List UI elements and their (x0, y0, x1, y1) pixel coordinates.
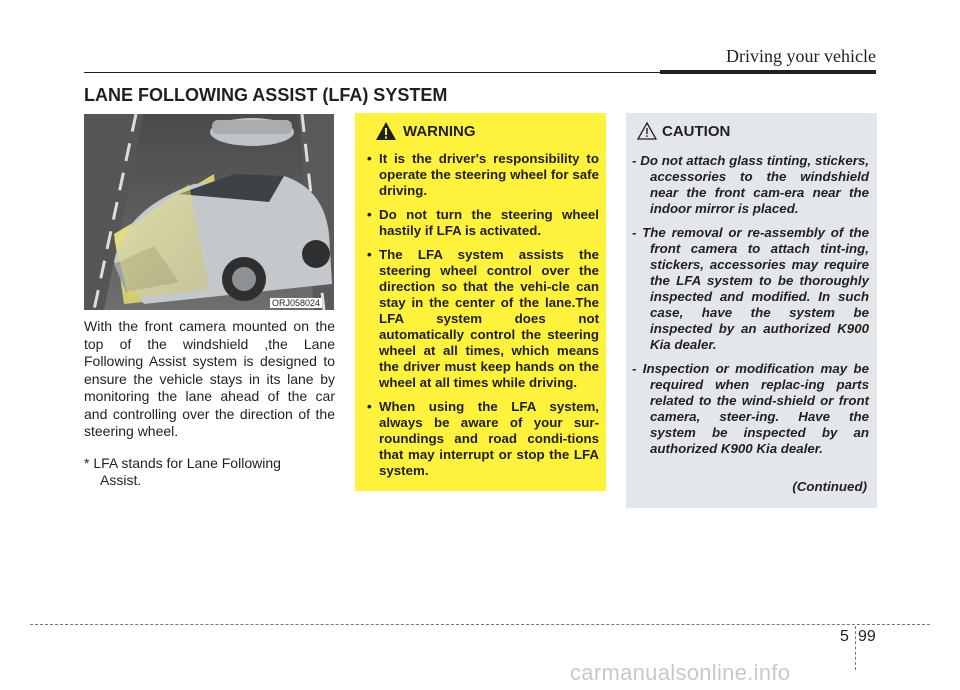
header-rule (84, 72, 660, 73)
header-rule-accent (660, 70, 876, 74)
warning-title: WARNING (403, 123, 476, 140)
lfa-illustration (84, 114, 334, 310)
section-title: LANE FOLLOWING ASSIST (LFA) SYSTEM (84, 85, 448, 105)
footnote-line-2: Assist. (100, 472, 142, 488)
chapter-number: 5 (840, 628, 849, 645)
continued-label: (Continued) (792, 479, 867, 494)
warning-triangle-icon (375, 121, 397, 141)
watermark: carmanualsonline.info (570, 660, 791, 685)
footer-rule (30, 624, 930, 625)
caution-list (632, 153, 869, 465)
caution-box (626, 113, 877, 508)
caution-item: - The removal or re-assembly of the front camera to attach tint-ing, stickers, accessories may require the LFA system to be thoroughly inspected and modified. In such case, have the system be inspected by an authorized K900 Kia dealer. (632, 225, 869, 352)
figure-code: ORJ058024 (272, 298, 321, 308)
warning-list (367, 151, 599, 487)
footnote (84, 455, 335, 489)
caution-triangle-icon (637, 122, 657, 140)
warning-item: • The LFA system assists the steering wheel control over the direction so that the vehi-cle can stay in the center of the lane.The LFA system does not automatically control the steering wheel at all times, which means the driver must keep hands on the wheel at all times while driving. (367, 247, 599, 391)
warning-item: • Do not turn the steering wheel hastily if LFA is activated. (367, 207, 599, 239)
caution-item: - Inspection or modification may be required when replac-ing parts related to the wind-shield or front camera, steer-ing. Have the system be inspected by an authorized K900 Kia dealer. (632, 361, 869, 456)
page-number-divider (855, 626, 856, 670)
running-header: Driving your vehicle (726, 46, 876, 66)
page-number: 99 (858, 628, 876, 645)
caution-title: CAUTION (662, 123, 731, 140)
body-paragraph: With the front camera mounted on the top of the windshield ,the Lane Following Assist system is designed to ensure the vehicle stays in its lane by monitoring the lane ahead of the car and controlling over the direction of the steering wheel. (84, 318, 335, 439)
warning-item: • It is the driver's responsibility to operate the steering wheel for safe driving. (367, 151, 599, 199)
warning-item: • When using the LFA system, always be aware of your sur-roundings and road condi-tions that may interrupt or stop the LFA system. (367, 399, 599, 479)
warning-box (355, 113, 606, 491)
footnote-line-1: * LFA stands for Lane Following (84, 455, 281, 471)
caution-item: - Do not attach glass tinting, stickers, accessories to the windshield near the front cam-era near the indoor mirror is placed. (632, 153, 869, 216)
